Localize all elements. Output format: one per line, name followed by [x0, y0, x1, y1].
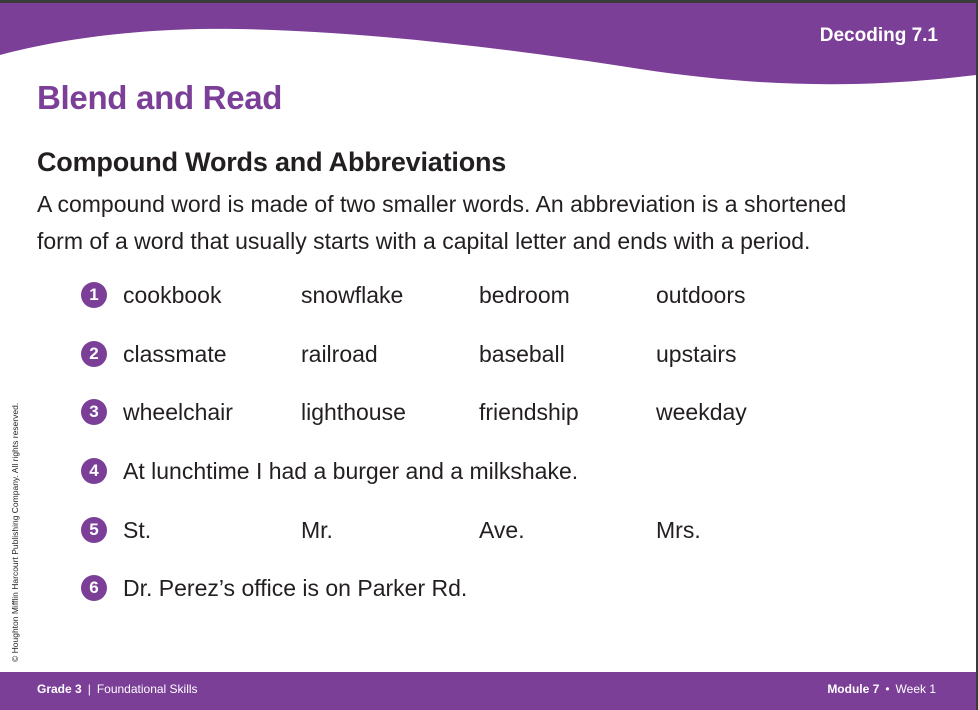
- row-number-badge: 4: [81, 458, 107, 484]
- footer-grade-info: [37, 682, 198, 696]
- word-item: railroad: [301, 340, 378, 367]
- word-item: bedroom: [479, 282, 570, 308]
- word-item: St.: [123, 516, 152, 543]
- footer-module: Module 7: [827, 682, 880, 696]
- footer-grade: Grade 3: [37, 682, 82, 696]
- page-title: Blend and Read: [37, 79, 283, 116]
- footer-bullet: •: [885, 682, 890, 696]
- word-item: Mr.: [301, 516, 333, 543]
- sentence-text: Dr. Perez’s office is on Parker Rd.: [123, 575, 468, 602]
- footer-week: Week 1: [895, 682, 936, 696]
- sentence-text: At lunchtime I had a burger and a milkshake.: [123, 458, 579, 485]
- row-number-badge: 3: [81, 399, 107, 425]
- footer-subject: Foundational Skills: [96, 682, 198, 696]
- row-number-badge: 2: [81, 341, 107, 367]
- section-heading: Compound Words and Abbreviations: [37, 147, 507, 177]
- footer-separator: |: [87, 682, 91, 696]
- footer-module-info: [827, 682, 936, 696]
- copyright-notice: © Houghton Mifflin Harcourt Publishing Company. All rights reserved.: [10, 402, 20, 662]
- lesson-code: Decoding 7.1: [819, 25, 938, 46]
- intro-paragraph: [37, 186, 937, 260]
- row-number-badge: 1: [81, 282, 107, 308]
- word-item: outdoors: [656, 282, 746, 308]
- word-item: friendship: [479, 399, 579, 426]
- word-item: wheelchair: [123, 399, 233, 426]
- word-item: upstairs: [656, 340, 737, 367]
- word-item: weekday: [656, 399, 747, 426]
- intro-line-2: form of a word that usually starts with a capital letter and ends with a period.: [37, 228, 811, 254]
- word-item: Mrs.: [656, 516, 701, 543]
- intro-line-1: A compound word is made of two smaller words. An abbreviation is a shortened: [37, 191, 847, 217]
- row-number-badge: 5: [81, 517, 107, 543]
- word-item: snowflake: [301, 282, 404, 308]
- word-item: Ave.: [479, 516, 525, 543]
- word-item: lighthouse: [301, 399, 406, 426]
- word-item: classmate: [123, 340, 227, 367]
- row-number-badge: 6: [81, 575, 107, 601]
- word-item: baseball: [479, 340, 565, 367]
- word-item: cookbook: [123, 282, 222, 308]
- footer-band: [0, 672, 976, 710]
